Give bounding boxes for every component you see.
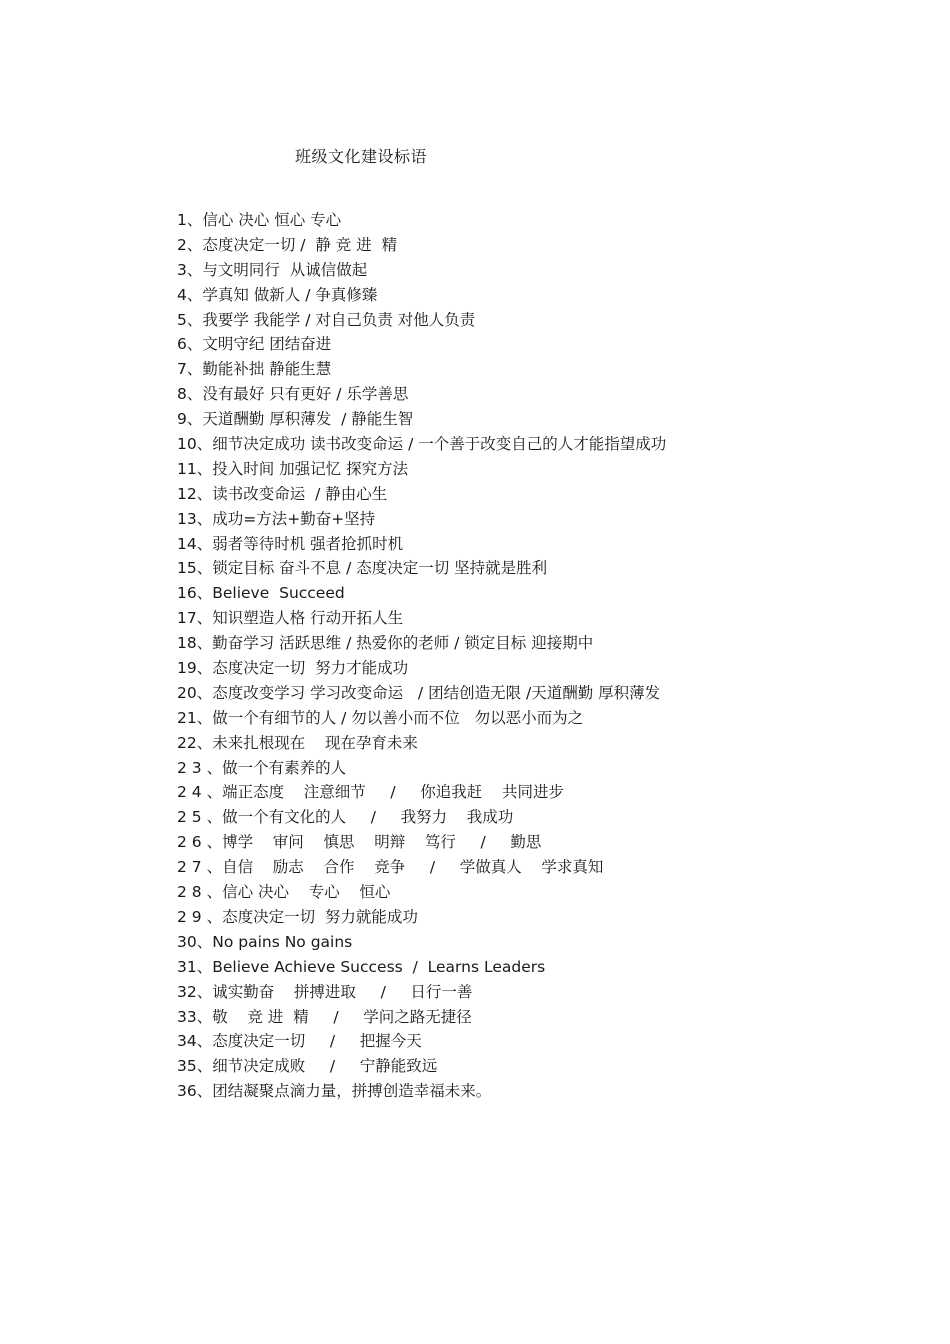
- slogan-item: 21、做一个有细节的人 / 勿以善小而不位 勿以恶小而为之: [177, 708, 584, 727]
- slogan-item: 17、知识塑造人格 行动开拓人生: [177, 609, 404, 628]
- slogan-item: 16、Believe Succeed: [177, 584, 345, 603]
- slogan-item: 19、态度决定一切 努力才能成功: [177, 659, 409, 678]
- slogan-item: 8、没有最好 只有更好 / 乐学善思: [177, 385, 409, 404]
- slogan-item: 2 5 、做一个有文化的人 / 我努力 我成功: [177, 808, 514, 827]
- slogan-item: 2 8 、信心 决心 专心 恒心: [177, 883, 391, 902]
- slogan-item: 12、读书改变命运 / 静由心生: [177, 484, 388, 503]
- slogan-item: 36、团结凝聚点滴力量，拼搏创造幸福未来。: [177, 1082, 492, 1101]
- slogan-item: 1、信心 决心 恒心 专心: [177, 211, 342, 229]
- slogan-item: 34、态度决定一切 / 把握今天: [177, 1032, 422, 1051]
- slogan-list: [177, 208, 666, 1104]
- slogan-item: 18、勤奋学习 活跃思维 / 热爱你的老师 / 锁定目标 迎接期中: [177, 634, 594, 653]
- slogan-item: 33、敬 竞 进 精 / 学问之路无捷径: [177, 1007, 472, 1026]
- slogan-item: 20、态度改变学习 学习改变命运 / 团结创造无限 /天道酬勤 厚积薄发: [177, 683, 661, 702]
- slogan-item: 32、诚实勤奋 拼搏进取 / 日行一善: [177, 982, 473, 1001]
- slogan-item: 22、未来扎根现在 现在孕育未来: [177, 733, 418, 752]
- slogan-item: 4、学真知 做新人 / 争真修臻: [177, 285, 378, 304]
- slogan-item: 2 7 、自信 励志 合作 竞争 / 学做真人 学求真知: [177, 858, 604, 877]
- slogan-item: 5、我要学 我能学 / 对自己负责 对他人负责: [177, 310, 476, 329]
- slogan-item: 35、细节决定成败 / 宁静能致远: [177, 1057, 438, 1076]
- slogan-item: 2 9 、态度决定一切 努力就能成功: [177, 907, 418, 926]
- slogan-item: 3、与文明同行 从诚信做起: [177, 260, 368, 279]
- slogan-item: 30、No pains No gains: [177, 932, 353, 951]
- document-title: 班级文化建设标语: [295, 147, 428, 166]
- slogan-item: 11、投入时间 加强记忆 探究方法: [177, 459, 409, 478]
- slogan-item: 6、文明守纪 团结奋进: [177, 335, 332, 354]
- slogan-item: 7、勤能补拙 静能生慧: [177, 360, 332, 379]
- slogan-item: 2 4 、端正态度 注意细节 / 你追我赶 共同进步: [177, 783, 564, 802]
- slogan-item: 10、细节决定成功 读书改变命运 / 一个善于改变自己的人才能指望成功: [177, 435, 667, 454]
- slogan-item: 14、弱者等待时机 强者抢抓时机: [177, 534, 404, 553]
- slogan-item: 2 6 、博学 审问 慎思 明辩 笃行 / 勤思: [177, 833, 542, 852]
- slogan-item: 31、Believe Achieve Success / Learns Leaders: [177, 957, 546, 976]
- slogan-item: 2、态度决定一切 / 静 竞 进 精: [177, 235, 398, 254]
- slogan-item: 2 3 、做一个有素养的人: [177, 758, 347, 777]
- slogan-item: 9、天道酬勤 厚积薄发 / 静能生智: [177, 410, 414, 429]
- slogan-item: 15、锁定目标 奋斗不息 / 态度决定一切 坚持就是胜利: [177, 559, 548, 578]
- slogan-item: 13、成功=方法+勤奋+坚持: [177, 509, 376, 528]
